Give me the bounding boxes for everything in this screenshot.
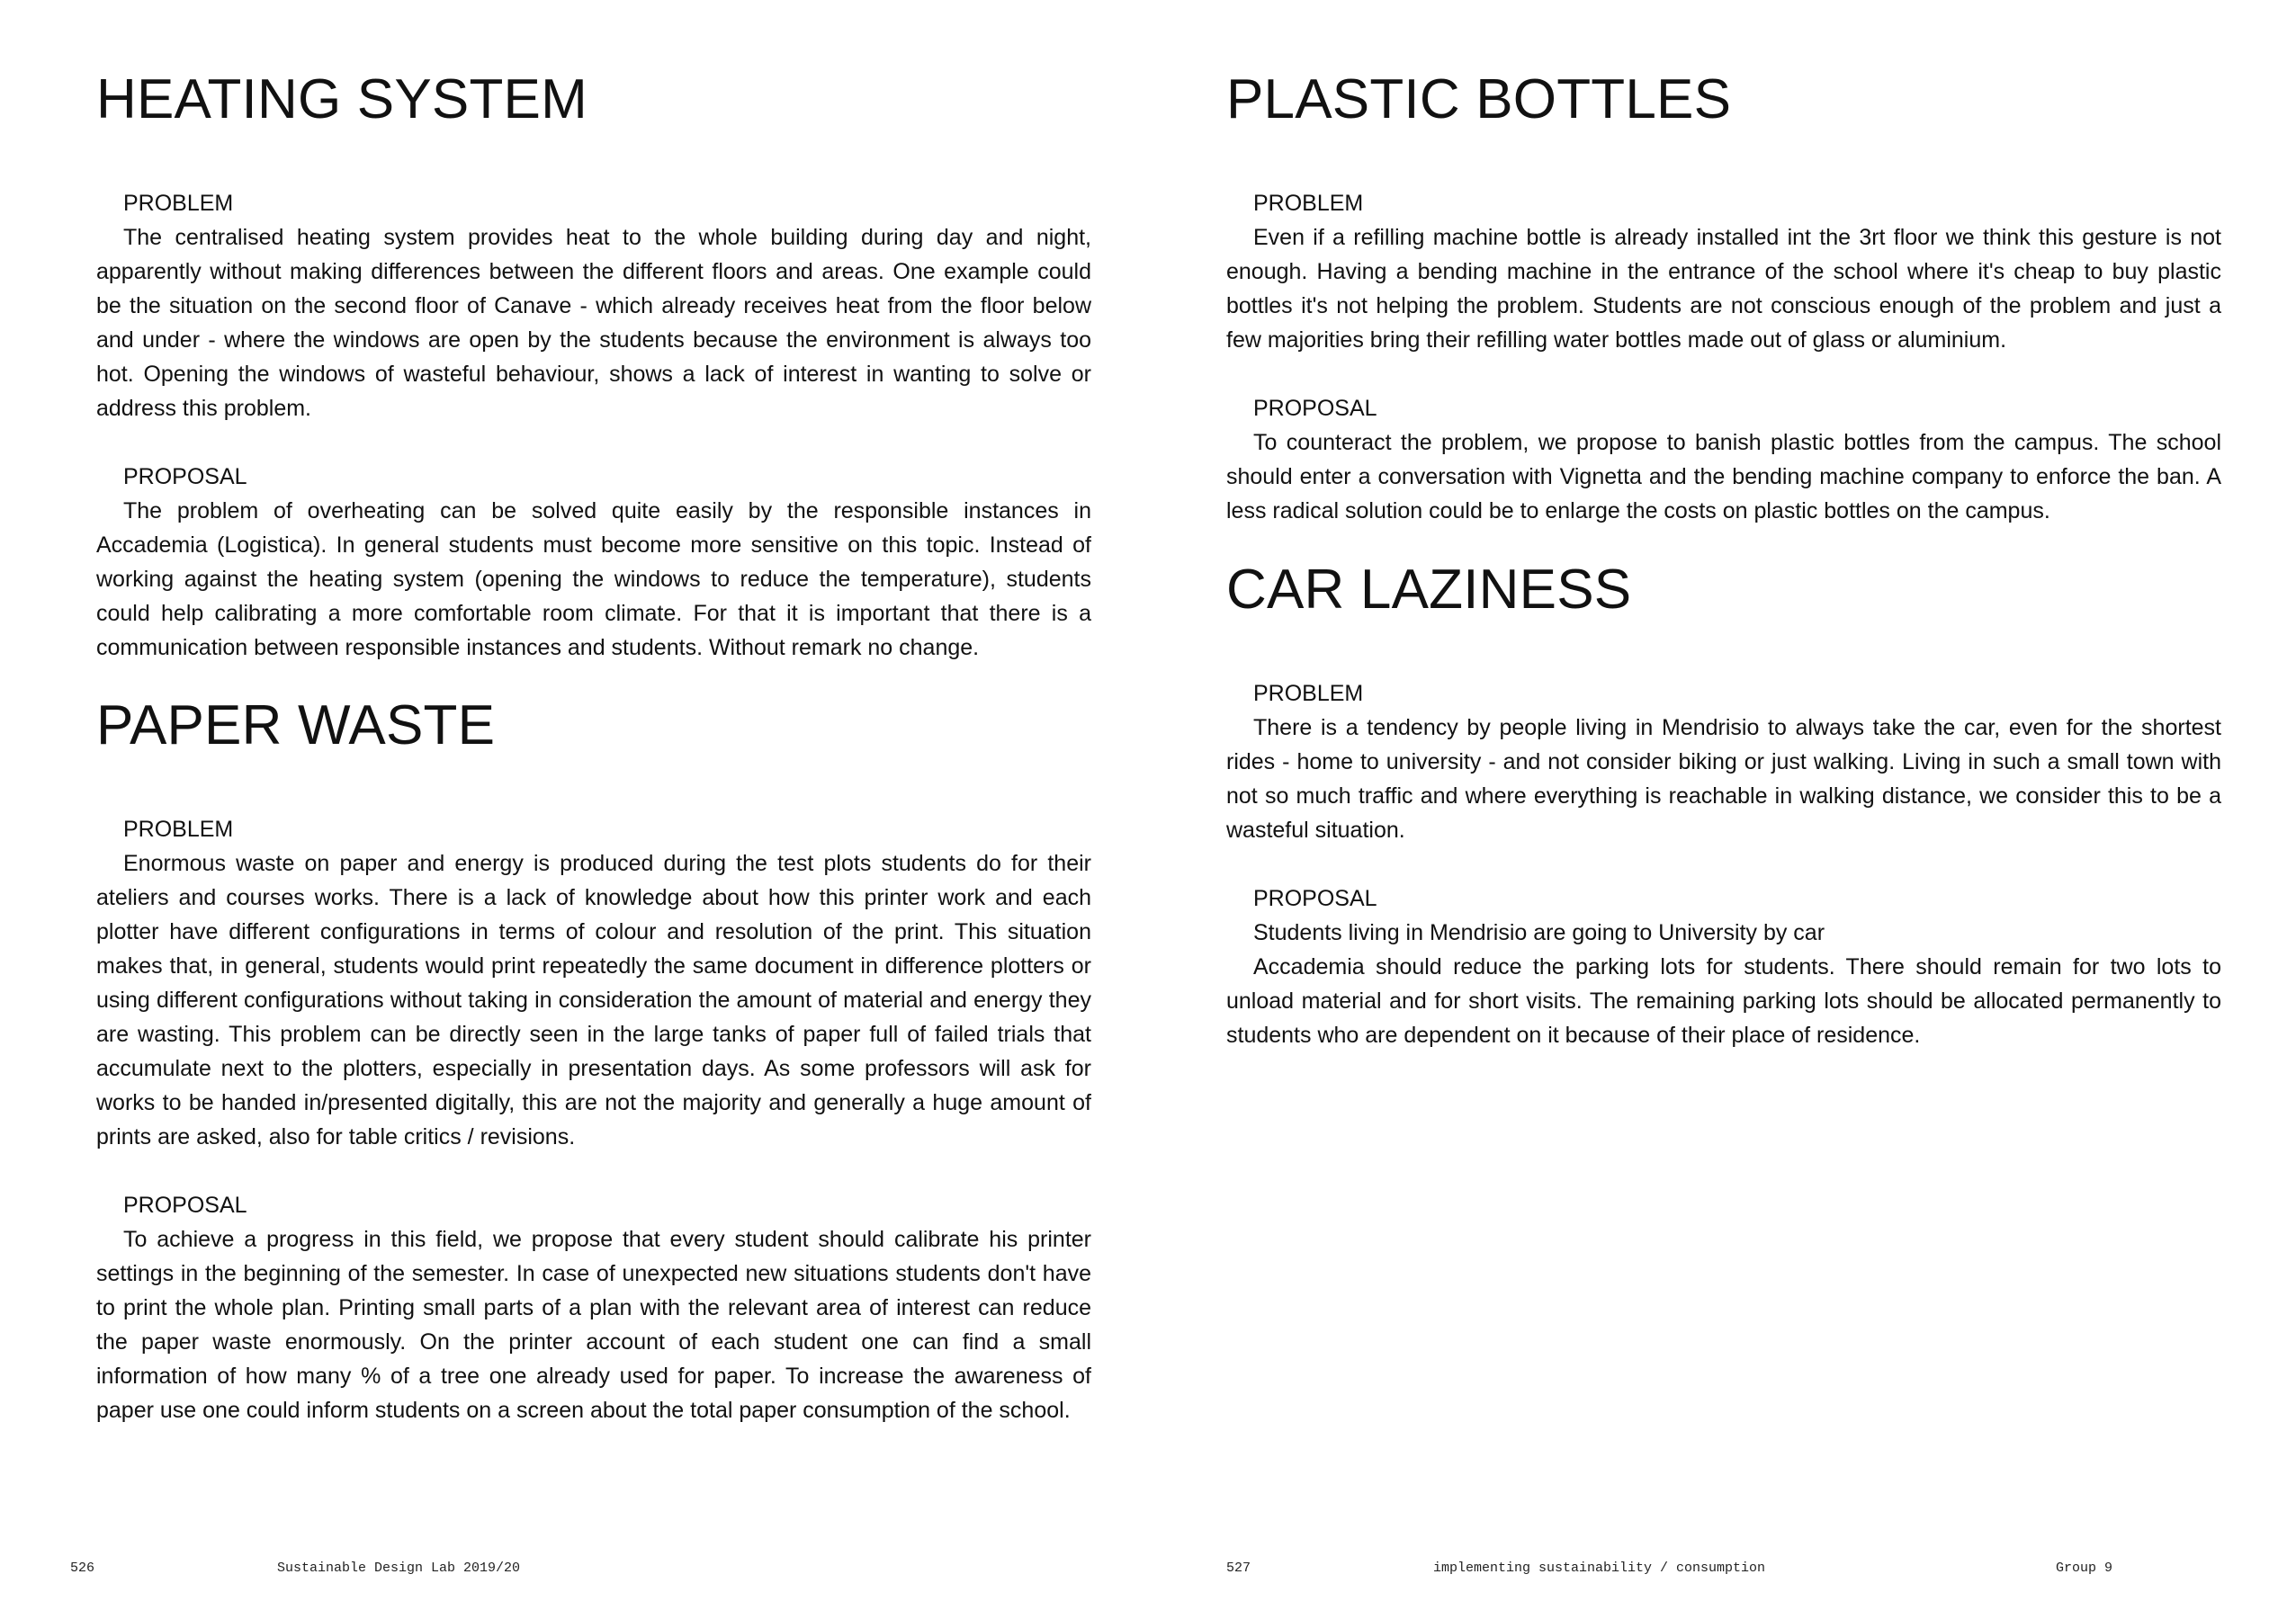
heating-proposal-label: PROPOSAL <box>123 464 247 489</box>
heating-system-title: HEATING SYSTEM <box>96 68 587 130</box>
paper-proposal-label: PROPOSAL <box>123 1193 247 1218</box>
bottles-problem-label: PROBLEM <box>1253 191 1364 216</box>
bottles-proposal-text: To counteract the problem, we propose to banish plastic bottles from the campus. The school should enter a conversation with Vignetta and the bending machine company to enforce the ban. A less radical solution could be to enlarge the costs on plastic bottles on the campus. <box>1226 430 2221 523</box>
paper-waste-section <box>96 694 1091 1427</box>
right-group-label: Group 9 <box>2056 1561 2113 1576</box>
bottles-proposal-label: PROPOSAL <box>1253 396 1377 421</box>
plastic-bottles-section <box>1226 68 2221 528</box>
car-problem-label: PROBLEM <box>1253 681 1364 706</box>
paper-problem-text: Enormous waste on paper and energy is produced during the test plots students do for their ateliers and courses works. There is a lack of knowledge about how this printer work and each plotter have different configurations in terms of colour and resolution of the print. This situation makes that, in general, students would print repeatedly the same document in difference plotters or using different configurations without taking in consideration the amount of material and energy they are wasting. This problem can be directly seen in the large tanks of paper full of failed trials that accumulate next to the plotters, especially in presentation days. As some professors will ask for works to be handed in/presented digitally, this are not the majority and generally a huge amount of prints are asked, also for table critics / revisions. <box>96 851 1091 1149</box>
right-chapter-title: implementing sustainability / consumption <box>1433 1561 1766 1576</box>
left-publication-title: Sustainable Design Lab 2019/20 <box>277 1561 521 1576</box>
heating-problem-label: PROBLEM <box>123 191 234 216</box>
right-page-number: 527 <box>1226 1561 1251 1576</box>
paper-proposal-text: To achieve a progress in this field, we propose that every student should calibrate his printer settings in the beginning of the semester. In case of unexpected new situations students don't have to print the whole plan. Printing small parts of a plan with the relevant area of interest can reduce the paper waste enormously. On the printer account of each student one can find a small information of how many % of a tree one already used for paper. To increase the awareness of paper use one could inform students on a screen about the total paper consumption of the school. <box>96 1227 1091 1423</box>
car-laziness-section <box>1226 559 2221 1052</box>
left-page-number: 526 <box>70 1561 95 1576</box>
car-problem-text: There is a tendency by people living in Mendrisio to always take the car, even for the shortest rides - home to university - and not consider biking or just walking. Living in such a small town with not so much traffic and where everything is reachable in walking distance, we consider this to be a wasteful situation. <box>1226 715 2221 843</box>
plastic-bottles-title: PLASTIC BOTTLES <box>1226 68 1732 130</box>
paper-waste-title: PAPER WASTE <box>96 694 496 756</box>
heating-problem-text: The centralised heating system provides heat to the whole building during day and night, apparently without making differences between the different floors and areas. One example could be the situation on the second floor of Canave - which already receives heat from the floor below and under - where the windows are open by the students because the environment is always too hot. Opening the windows of wasteful behaviour, shows a lack of interest in wanting to solve or address this problem. <box>96 225 1091 421</box>
bottles-problem-text: Even if a refilling machine bottle is already installed int the 3rt floor we think this gesture is not enough. Having a bending machine in the entrance of the school where it's cheap to buy plastic bottles it's not helping the problem. Students are not conscious enough of the problem and just a few majorities bring their refilling water bottles made out of glass or aluminium. <box>1226 225 2221 353</box>
paper-problem-label: PROBLEM <box>123 817 234 842</box>
car-laziness-title: CAR LAZINESS <box>1226 559 1632 621</box>
heating-system-section <box>96 68 1091 665</box>
heating-proposal-text: The problem of overheating can be solved quite easily by the responsible instances in Accademia (Logistica). In general students must become more sensitive on this topic. Instead of working against the heating system (opening the windows to reduce the temperature), students could help calibrating a more comfortable room climate. For that it is important that there is a communication between responsible instances and students. Without remark no change. <box>96 498 1091 660</box>
car-proposal-text-1: Students living in Mendrisio are going to University by car <box>1253 920 1825 945</box>
car-proposal-label: PROPOSAL <box>1253 886 1377 911</box>
car-proposal-text-2: Accademia should reduce the parking lots for students. There should remain for two lots to unload material and for short visits. The remaining parking lots should be allocated permanently to students who are dependent on it because of their place of residence. <box>1226 954 2221 1048</box>
